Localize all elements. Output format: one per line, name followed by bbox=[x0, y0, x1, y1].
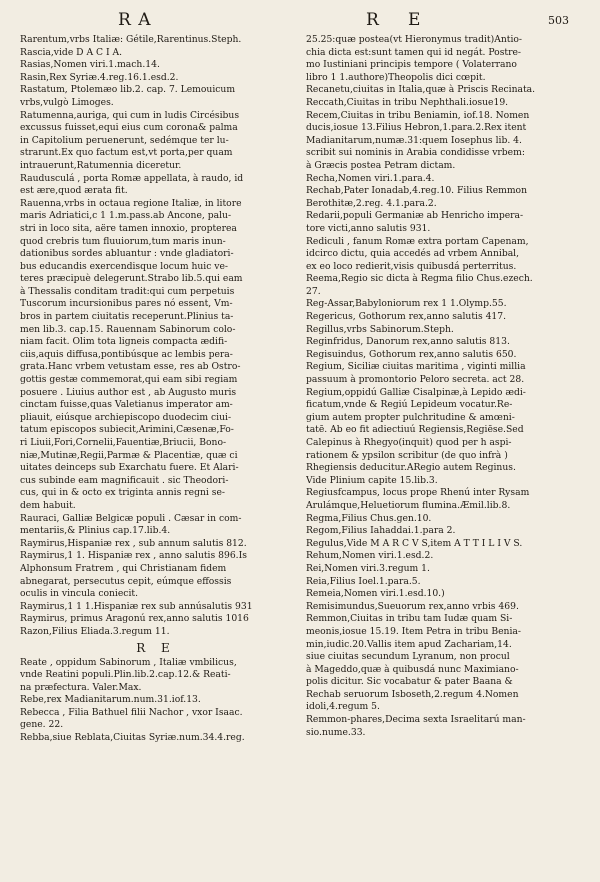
entry-line: Regillus,vrbs Sabinorum.Steph. bbox=[306, 323, 454, 335]
entry-line: Raymirus,1 1. Hispaniæ rex , anno salutis 896.Is bbox=[20, 550, 247, 562]
page-number: 503 bbox=[548, 14, 569, 27]
entry-line: Tuscorum incursionibus pares nó essent, Vm- bbox=[20, 298, 233, 310]
entry-line: Regma,Filius Chus.gen.10. bbox=[306, 512, 432, 524]
entry-line: Arulámque,Heluetiorum flumina.Æmil.lib.8. bbox=[306, 499, 511, 511]
entry-line: Rastatum, Ptolemæo lib.2. cap. 7. Lemouicum bbox=[20, 84, 236, 96]
entry-line: Rascia,vide D A C I A. bbox=[20, 46, 123, 58]
entry-line: Regiusfcampus, locus prope Rhenú inter Rysam bbox=[306, 487, 530, 499]
entry-line: grata.Hanc vrbem vetustam esse, res ab Ostro- bbox=[20, 361, 241, 373]
entry-line: quod crebris tum fluuiorum,tum maris inun- bbox=[20, 235, 226, 247]
entry-line: polis dicitur. Sic vocabatur & pater Baana & bbox=[306, 676, 513, 688]
entry-line: uitates deinceps sub Exarchatu fuere. Et Alari- bbox=[20, 462, 239, 474]
entry-line: intrauerunt,Ratumennia diceretur. bbox=[20, 159, 182, 171]
entry-line: Regium,oppidú Galliæ Cisalpinæ,à Lepido ædi- bbox=[306, 386, 526, 398]
entry-line: Regom,Filius Iahaddai.1.para 2. bbox=[306, 525, 456, 537]
entry-line: Remmon-phares,Decima sexta Israelitarú man- bbox=[306, 714, 526, 726]
entry-line: Madianitarum,numæ.31:quem Iosephus lib. 4. bbox=[306, 134, 522, 146]
entry-line: Reema,Regio sic dicta à Regma filio Chus.ezech. bbox=[306, 273, 533, 285]
entry-line: Reate , oppidum Sabinorum , Italiæ vmbilicus, bbox=[20, 656, 237, 668]
entry-line: Reia,Filius Ioel.1.para.5. bbox=[306, 575, 421, 587]
entry-line: ficatum,vnde & Regiú Lepideum vocatur.Re- bbox=[306, 399, 513, 411]
entry-line: in Capitolium peruenerunt, sedémque ter lu- bbox=[20, 134, 229, 146]
entry-line: Redarii,populi Germaniæ ab Henricho impera- bbox=[306, 210, 524, 222]
entry-line: scribit sui nominis in Arabia condidisse vrbem: bbox=[306, 147, 525, 159]
entry-line: Rasias,Nomen viri.1.mach.14. bbox=[20, 59, 160, 71]
entry-line: Raymirus,Hispaniæ rex , sub annum salutis 812. bbox=[20, 537, 247, 549]
entry-line: bus educandis exercendisque locum huic ve- bbox=[20, 260, 229, 272]
entry-line: teres præcipuè delegerunt.Strabo lib.5.qui eam bbox=[20, 273, 243, 285]
entry-line: Rarentum,vrbs Italiæ: Gétile,Rarentinus.Steph. bbox=[20, 34, 242, 45]
entry-line: Reg-Assar,Babyloniorum rex 1 1.Olymp.55. bbox=[306, 298, 507, 310]
entry-line: niæ,Mutinæ,Regii,Parmæ & Placentiæ, quæ ci bbox=[20, 449, 238, 461]
entry-line: vrbs,vulgò Limoges. bbox=[20, 96, 114, 108]
entry-line: Razon,Filius Eliada.3.regum 11. bbox=[20, 625, 170, 637]
entry-line: passuum à promontorio Peloro secreta. act 28. bbox=[306, 374, 525, 386]
entry-line: abnegarat, persecutus cepit, eúmque effossis bbox=[20, 575, 232, 587]
entry-line: pliauit, eiúsque archiepiscopo duodecim ciui- bbox=[20, 411, 232, 423]
entry-line: Recem,Ciuitas in tribu Beniamin, iof.18. Nomen bbox=[306, 109, 530, 121]
entry-line: Rebecca , Filia Bathuel filii Nachor , vxor Isaac. bbox=[20, 706, 243, 718]
section-heading: R E bbox=[136, 640, 176, 655]
entry-line: dationibus sordes abluantur : vnde gladiatori- bbox=[20, 248, 234, 260]
entry-line: Raymirus,1 1 1.Hispaniæ rex sub annúsalutis 931 bbox=[20, 600, 253, 612]
entry-line: oculis in vincula coniecit. bbox=[20, 588, 138, 600]
entry-line: men lib.3. cap.15. Rauennam Sabinorum colo- bbox=[20, 323, 236, 335]
entry-line: min,iudic.20.Vallis item apud Zachariam,14. bbox=[306, 638, 512, 650]
entry-line: Rasin,Rex Syriæ.4.reg.16.1.esd.2. bbox=[20, 71, 179, 83]
entry-line: vnde Reatini populi.Plin.lib.2.cap.12.& Reati- bbox=[20, 669, 231, 681]
entry-line: Rauraci, Galliæ Belgicæ populi . Cæsar in com- bbox=[20, 512, 242, 524]
entry-line: Rehum,Nomen viri.1.esd.2. bbox=[306, 550, 434, 562]
entry-line: excussus fuisset,equi eius cum corona& palma bbox=[20, 122, 238, 134]
entry-line: stri in loco sita, aëre tamen innoxio, propterea bbox=[20, 222, 237, 234]
entry-line: niam facit. Olim tota ligneis compacta ædifi- bbox=[20, 336, 228, 348]
entry-line: Reccath,Ciuitas in tribu Nephthali.iosue19. bbox=[306, 96, 509, 108]
entry-line: Regisuindus, Gothorum rex,anno salutis 650. bbox=[306, 348, 517, 360]
entry-line: 27. bbox=[306, 285, 321, 297]
entry-line: siue ciuitas secundum Lyranum, non procul bbox=[306, 651, 510, 663]
entry-line: Vide Plinium capite 15.lib.3. bbox=[306, 474, 438, 486]
entry-line: Rechab seruorum Isboseth,2.regum 4.Nomen bbox=[306, 688, 519, 700]
entry-line: mentariis,& Plinius cap.17.lib.4. bbox=[20, 525, 171, 537]
entry-line: meonis,iosue 15.19. Item Petra in tribu Benia- bbox=[306, 625, 521, 637]
entry-line: na præfectura. Valer.Max. bbox=[20, 681, 142, 693]
entry-line: chia dicta est:sunt tamen qui id negát. Postre- bbox=[306, 46, 522, 58]
entry-line: Rediculi , fanum Romæ extra portam Capenam, bbox=[306, 235, 529, 247]
entry-line: cus subinde eam magnificauit . sic Theodori- bbox=[20, 474, 229, 486]
entry-line: Rebe,rex Madianitarum.num.31.iof.13. bbox=[20, 694, 201, 706]
entry-line: est ære,quod ærata fit. bbox=[20, 185, 128, 197]
entry-line: bros in partem ciuitatis receperunt.Plinius ta- bbox=[20, 311, 234, 323]
entry-line: cus, qui in & octo ex triginta annis regni se- bbox=[20, 487, 225, 499]
header-letter-e: E bbox=[408, 10, 421, 30]
entry-line: Berothitæ,2.reg. 4.1.para.2. bbox=[306, 197, 437, 209]
entry-line: idoli,4.regum 5. bbox=[306, 701, 380, 713]
entry-line: Rebba,siue Reblata,Ciuitas Syriæ.num.34.4.reg. bbox=[20, 732, 245, 744]
left-column bbox=[20, 34, 292, 745]
entry-line: gium autem propter pulchritudine & amœni- bbox=[306, 411, 515, 423]
entry-line: Ratumenna,auriga, qui cum in ludis Circésibus bbox=[20, 109, 240, 121]
entry-line: Regium, Siciliæ ciuitas maritima , viginti millia bbox=[306, 361, 526, 373]
entry-line: à Thessalis conditam tradit:qui cum perpetuis bbox=[20, 285, 235, 297]
entry-line: mo Iustiniani principis tempore ( Volaterrano bbox=[306, 59, 517, 71]
right-column bbox=[306, 34, 582, 739]
entry-line: ducis,iosue 13.Filius Hebron,1.para.2.Rex itent bbox=[306, 122, 527, 134]
entry-line: Calepinus à Rhegyo(inquit) quod per h aspi- bbox=[306, 437, 512, 448]
header-letter-r: R bbox=[366, 10, 379, 30]
entry-line: tore victi,anno salutis 931. bbox=[306, 222, 431, 234]
entry-line: gene. 22. bbox=[20, 719, 64, 731]
entry-line: dem habuit. bbox=[20, 499, 76, 511]
entry-line: Reginfridus, Danorum rex,anno salutis 813. bbox=[306, 336, 510, 348]
entry-line: à Mageddo,quæ à quibusdá nunc Maximiano- bbox=[306, 663, 519, 675]
entry-line: libro 1 1.authore)Theopolis dici cœpit. bbox=[306, 71, 486, 83]
entry-line: à Græcis postea Petram dictam. bbox=[306, 159, 456, 171]
entry-line: Rhegiensis deducitur.ARegio autem Reginus. bbox=[306, 462, 516, 474]
entry-line: Rauenna,vrbs in octaua regione Italiæ, in litore bbox=[20, 197, 242, 209]
entry-line: tatē. Ab eo fit adiectiuú Regiensis,Regiēse.Sed bbox=[306, 424, 524, 436]
entry-line: Regericus, Gothorum rex,anno salutis 417. bbox=[306, 311, 507, 323]
entry-line: rationem & ypsilon scribitur (de quo infrà ) bbox=[306, 449, 508, 461]
entry-line: Remmon,Ciuitas in tribu tam Iudæ quam Si- bbox=[306, 613, 513, 625]
entry-line: maris Adriatici,c 1 1.m.pass.ab Ancone, palu- bbox=[20, 210, 232, 222]
entry-line: Remeia,Nomen viri.1.esd.10.) bbox=[306, 588, 445, 600]
entry-line: Remisimundus,Sueuorum rex,anno vrbis 469. bbox=[306, 600, 519, 612]
entry-line: Rechab,Pater Ionadab,4.reg.10. Filius Remmon bbox=[306, 185, 527, 197]
entry-line: ciis,aquis diffusa,pontibúsque ac lembis pera- bbox=[20, 348, 233, 360]
entry-line: Rei,Nomen viri.3.regum 1. bbox=[306, 562, 430, 574]
entry-line: Regulus,Vide M A R C V S,item A T T I L I V S. bbox=[306, 537, 523, 549]
entry-line: gottis gestæ commemorat,qui eam sibi regiam bbox=[20, 374, 238, 386]
header-letters-left: R A bbox=[118, 10, 152, 30]
entry-line: ri Liuii,Fori,Cornelii,Fauentiæ,Briucii, Bono- bbox=[20, 437, 227, 448]
entry-line: cinctam fuisse,quas Valetianus imperator am- bbox=[20, 399, 233, 411]
entry-line: tatum episcopos subiecit,Arimini,Cæsenæ,Fo- bbox=[20, 424, 234, 436]
entry-line: strarunt.Ex quo factum est,vt porta,per quam bbox=[20, 147, 233, 159]
entry-line: 25.25:quæ postea(vt Hieronymus tradit)Antio- bbox=[306, 34, 523, 45]
entry-line: Alphonsum Fratrem , qui Christianam fidem bbox=[20, 562, 227, 574]
entry-line: ex eo loco redierit,visis quibusdá perterritus. bbox=[306, 260, 517, 272]
entry-line: Raymirus, primus Aragonú rex,anno salutis 1016 bbox=[20, 613, 249, 625]
entry-line: Recanetu,ciuitas in Italia,quæ à Priscis Recinata. bbox=[306, 84, 536, 96]
entry-line: posuere . Liuius author est , ab Augusto muris bbox=[20, 386, 237, 398]
entry-line: Recha,Nomen viri.1.para.4. bbox=[306, 172, 435, 184]
running-header bbox=[0, 8, 600, 30]
entry-line: idcirco dictu, quia accedés ad vrbem Annibal, bbox=[306, 248, 520, 260]
entry-line: Raudusculá , porta Romæ appellata, à raudo, id bbox=[20, 172, 244, 184]
entry-line: sio.nume.33. bbox=[306, 726, 366, 738]
